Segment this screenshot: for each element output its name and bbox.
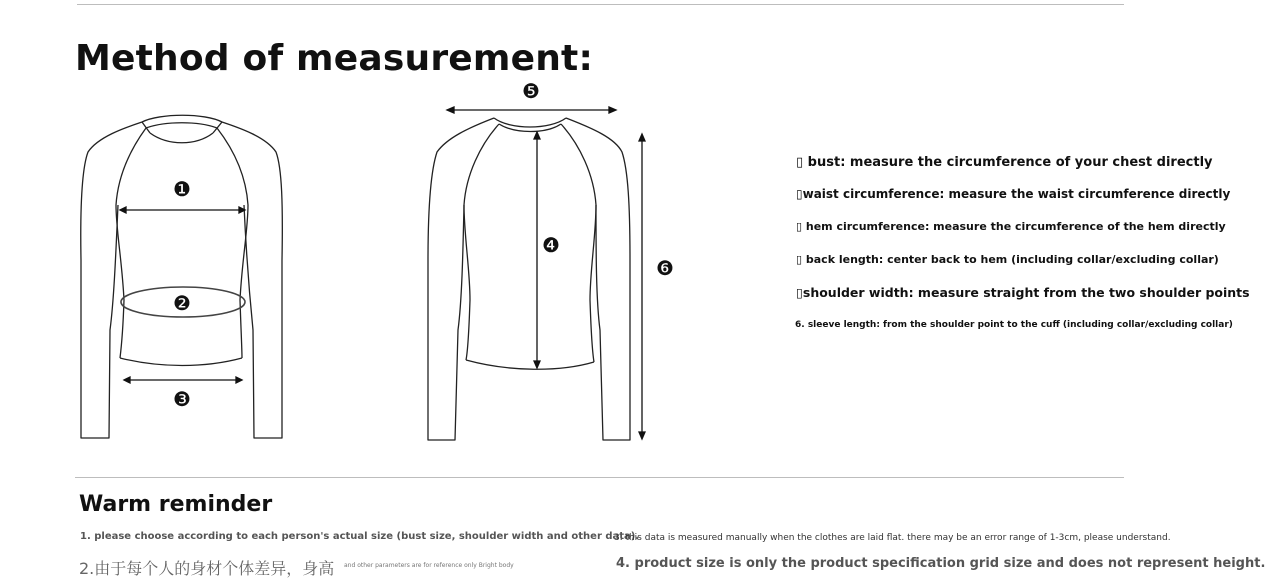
reminder-title: Warm reminder	[79, 492, 273, 517]
legend-sleeve-length: 6. sleeve length: from the shoulder point to the cuff (including collar/excluding collar)	[795, 320, 1233, 330]
marker-2: ❷	[173, 291, 191, 315]
reminder-note-1: 1. please choose according to each person's actual size (bust size, shoulder width and other data).	[80, 531, 640, 542]
marker-5: ❺	[522, 79, 540, 103]
legend-waist: ▯waist circumference: measure the waist circumference directly	[796, 187, 1231, 201]
reminder-note-2-small: and other parameters are for reference only Bright body	[344, 562, 514, 569]
legend-bust: ▯ bust: measure the circumference of your chest directly	[796, 155, 1213, 170]
marker-1: ❶	[173, 177, 191, 201]
legend-back-length: ▯ back length: center back to hem (including collar/excluding collar)	[796, 253, 1219, 266]
reminder-note-3: 3. this data is measured manually when the clothes are laid flat. there may be an error range of 1-3cm, please understand.	[614, 533, 1171, 543]
legend-hem: ▯ hem circumference: measure the circumference of the hem directly	[796, 220, 1226, 233]
legend-shoulder-width: ▯shoulder width: measure straight from the two shoulder points	[796, 285, 1250, 300]
bottom-divider	[75, 477, 1124, 478]
page-title: Method of measurement:	[75, 38, 594, 79]
marker-3: ❸	[173, 387, 191, 411]
marker-6: ❻	[656, 256, 674, 280]
reminder-note-2: 2.由于每个人的身材个体差异，身高	[79, 559, 335, 578]
marker-4: ❹	[542, 233, 560, 257]
reminder-note-4: 4. product size is only the product specification grid size and does not represent height.	[616, 556, 1265, 571]
